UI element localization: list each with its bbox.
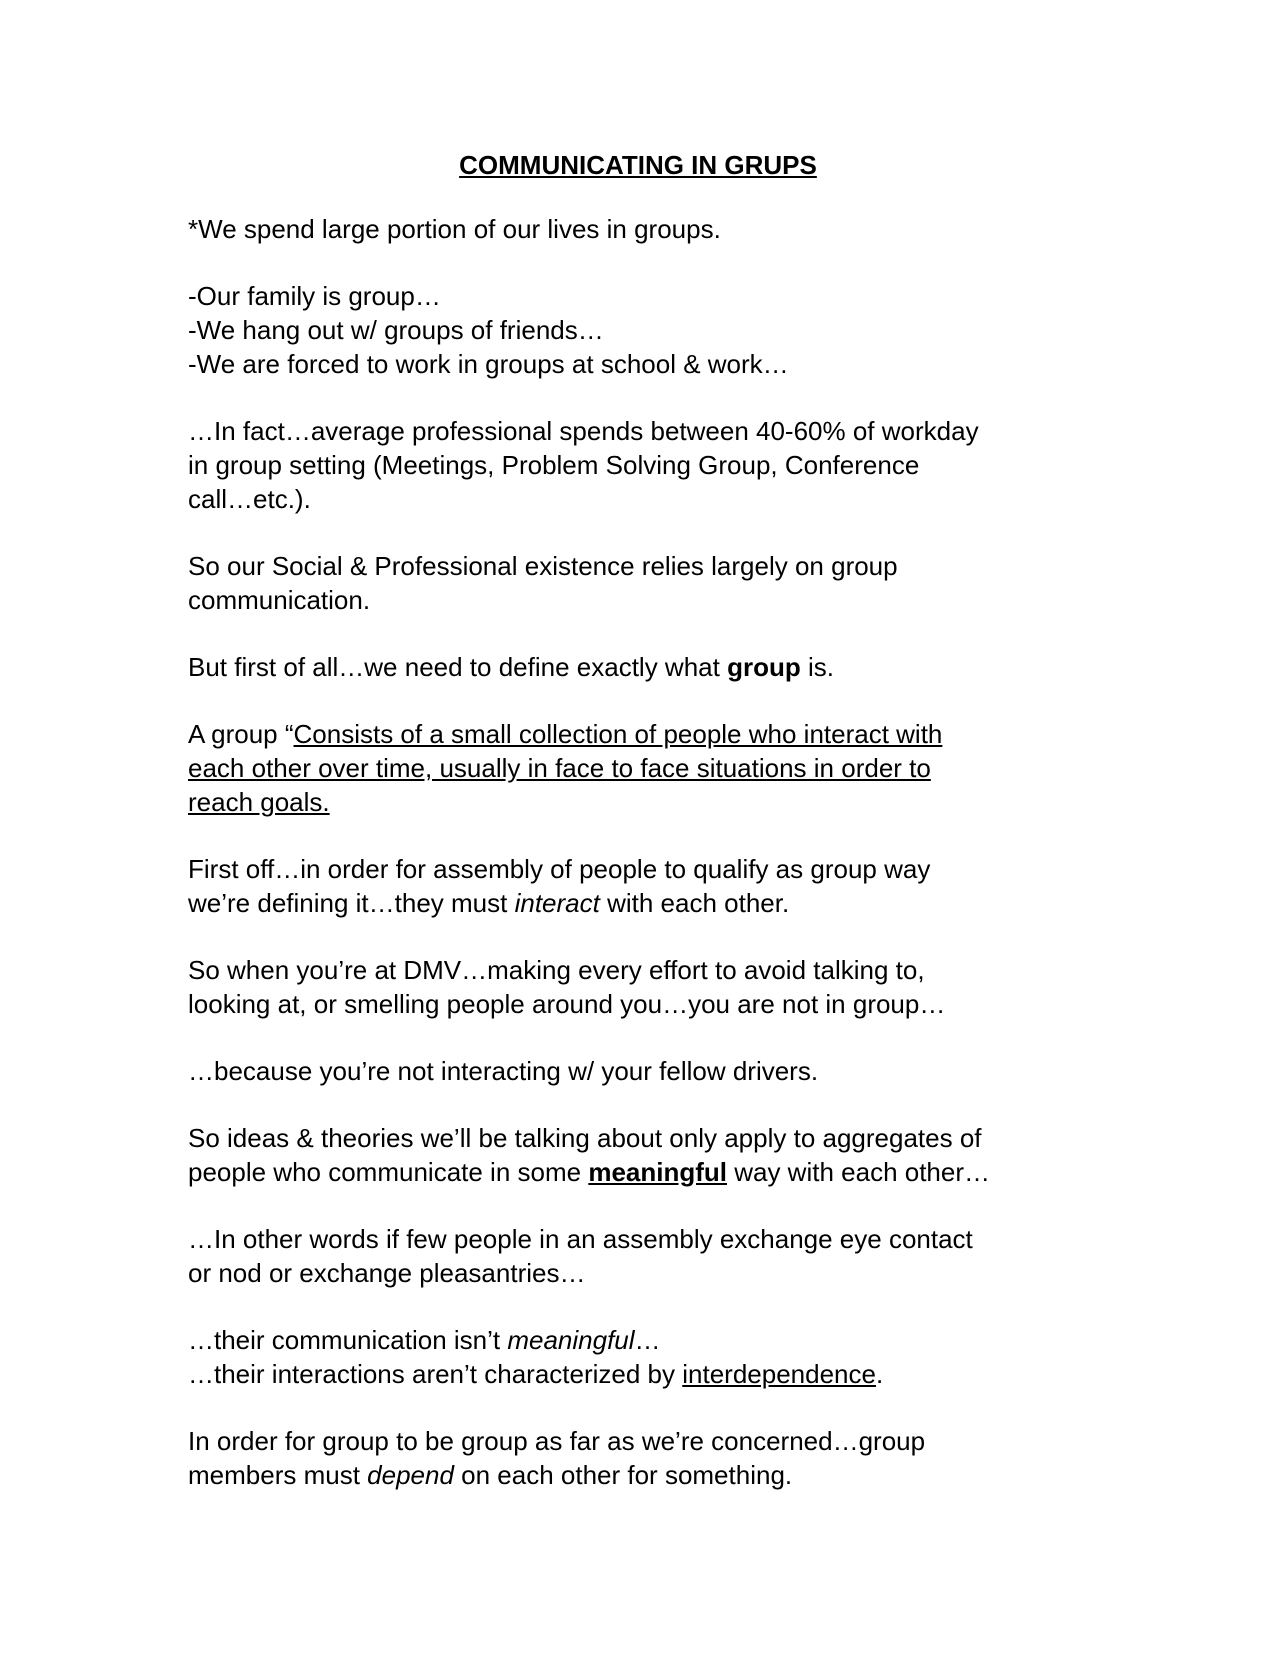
text-line <box>188 1155 1108 1189</box>
document-title: COMMUNICATING IN GRUPS <box>459 150 817 180</box>
paragraph-eye-contact <box>188 1222 1108 1290</box>
paragraph-workday-statistic <box>188 414 1108 516</box>
text-line: …because you’re not interacting w/ your fellow drivers. <box>188 1056 819 1086</box>
paragraph-social-professional <box>188 549 1108 617</box>
italic-term-meaningful: meaningful <box>507 1325 635 1355</box>
italic-term-depend: depend <box>367 1460 454 1490</box>
text-line: call…etc.). <box>188 484 311 514</box>
text-run: is. <box>800 652 834 682</box>
text-line <box>188 886 1108 920</box>
text-run: A group “ <box>188 719 294 749</box>
text-line <box>188 1357 1108 1391</box>
paragraph-interact <box>188 852 1108 920</box>
paragraph-not-interacting <box>188 1054 1108 1088</box>
text-line <box>188 1458 1108 1492</box>
text-line: looking at, or smelling people around you…you are not in group… <box>188 989 946 1019</box>
text-run: But first of all…we need to define exactly what <box>188 652 728 682</box>
underlined-definition: each other over time, usually in face to face situations in order to <box>188 753 931 783</box>
paragraph-depend <box>188 1424 1108 1492</box>
paragraph-meaningful <box>188 1121 1108 1189</box>
paragraph-group-examples <box>188 279 1108 381</box>
underlined-definition: Consists of a small collection of people who interact with <box>293 719 943 749</box>
text-run: way with each other… <box>727 1157 991 1187</box>
paragraph-groups-intro <box>188 212 1108 246</box>
paragraph-dmv <box>188 953 1108 1021</box>
text-line <box>188 785 1108 819</box>
italic-term-interact: interact <box>514 888 600 918</box>
underlined-term-interdependence: interdependence <box>682 1359 876 1389</box>
text-run: on each other for something. <box>453 1460 793 1490</box>
text-line <box>188 650 1108 684</box>
text-line: in group setting (Meetings, Problem Solving Group, Conference <box>188 450 920 480</box>
document-body <box>188 148 1108 1525</box>
text-line: -We hang out w/ groups of friends… <box>188 315 604 345</box>
text-line: …In fact…average professional spends between 40-60% of workday <box>188 416 979 446</box>
text-line: …In other words if few people in an assembly exchange eye contact <box>188 1224 973 1254</box>
underlined-definition: reach goals. <box>188 787 330 817</box>
text-line <box>188 717 1108 751</box>
text-run: members must <box>188 1460 368 1490</box>
text-line: In order for group to be group as far as we’re concerned…group <box>188 1426 926 1456</box>
text-run: with each other. <box>599 888 790 918</box>
paragraph-define-group <box>188 650 1108 684</box>
text-line: So when you’re at DMV…making every effort to avoid talking to, <box>188 955 925 985</box>
text-line <box>188 1323 1108 1357</box>
text-run: … <box>634 1325 661 1355</box>
text-line: -Our family is group… <box>188 281 441 311</box>
text-line: First off…in order for assembly of people to qualify as group way <box>188 854 931 884</box>
text-run: …their communication isn’t <box>188 1325 508 1355</box>
text-line: or nod or exchange pleasantries… <box>188 1258 586 1288</box>
text-line: -We are forced to work in groups at school & work… <box>188 349 789 379</box>
text-line: communication. <box>188 585 371 615</box>
text-run: people who communicate in some <box>188 1157 589 1187</box>
text-run: we’re defining it…they must <box>188 888 515 918</box>
text-line: So ideas & theories we’ll be talking about only apply to aggregates of <box>188 1123 982 1153</box>
text-run: …their interactions aren’t characterized by <box>188 1359 683 1389</box>
text-run: . <box>875 1359 884 1389</box>
paragraph-group-definition <box>188 717 1108 819</box>
paragraph-interdependence <box>188 1323 1108 1391</box>
text-line: *We spend large portion of our lives in groups. <box>188 214 721 244</box>
bold-underlined-term-meaningful: meaningful <box>588 1157 727 1187</box>
bold-term-group: group <box>727 652 801 682</box>
text-line: So our Social & Professional existence relies largely on group <box>188 551 898 581</box>
